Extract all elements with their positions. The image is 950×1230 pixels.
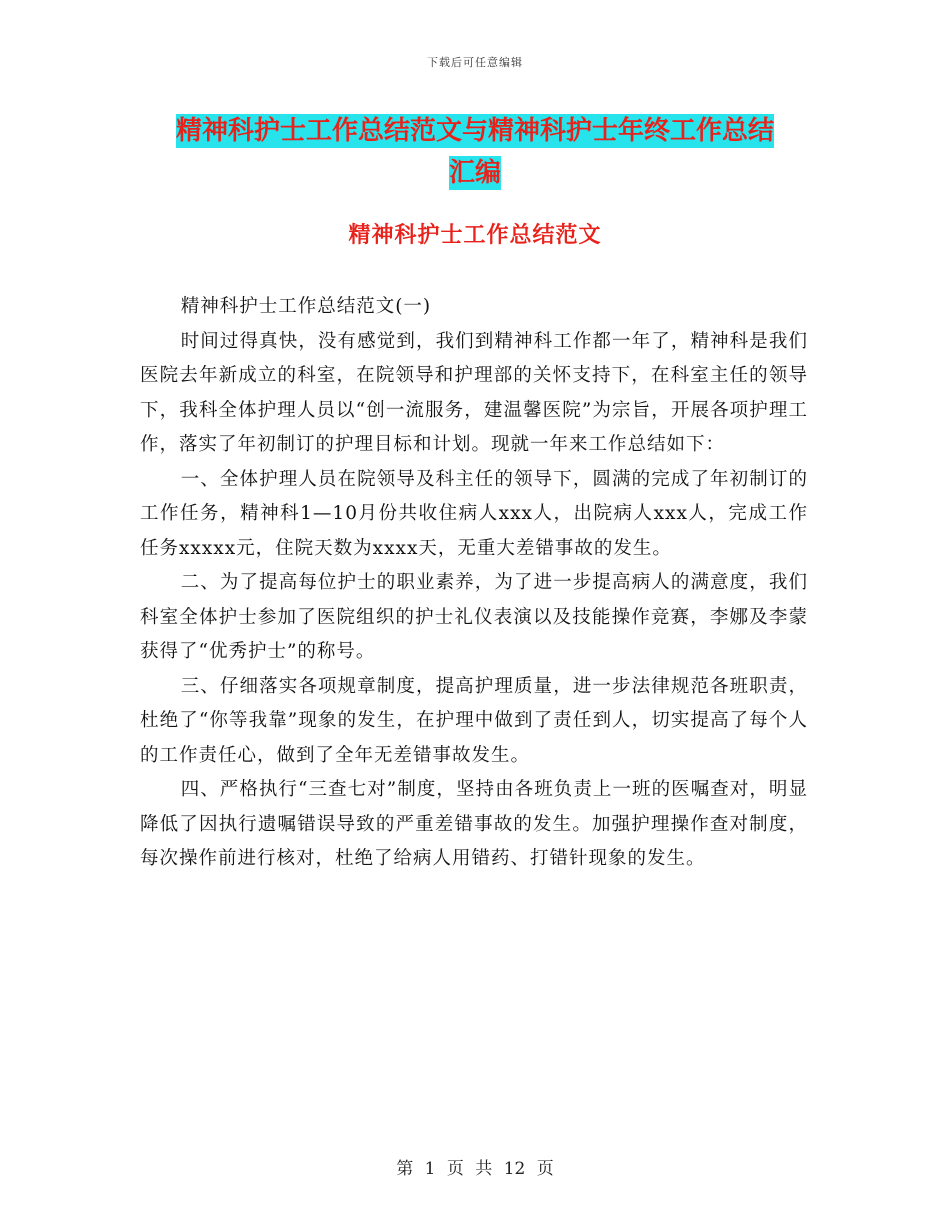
- document-title-line-1: 精神科护士工作总结范文与精神科护士年终工作总结: [175, 116, 774, 146]
- section-heading: 精神科护士工作总结范文: [348, 223, 602, 248]
- paragraph-item-2: 二、为了提高每位护士的职业素养，为了进一步提高病人的满意度，我们科室全体护士参加了医院组织的护士礼仪表演以及技能操作竞赛，李娜及李蒙获得了“优秀护士”的称号。: [140, 572, 808, 662]
- paragraph-item-1: 一、全体护理人员在院领导及科主任的领导下，圆满的完成了年初制订的工作任务，精神科1—10月份共收住病人xxx人，出院病人xxx人，完成工作任务xxxxx元，住院天数为xxxx天，无重大差错事故的发生。: [140, 468, 808, 559]
- paragraph-item-4: 四、严格执行“三查七对”制度，坚持由各班负责上一班的医嘱查对，明显降低了因执行遗嘱错误导致的严重差错事故的发生。加强护理操作查对制度，每次操作前进行核对，杜绝了给病人用错药、打错针现象的发生。: [140, 779, 808, 869]
- document-title-line-2: 汇编: [448, 158, 501, 188]
- page-number: 第 1 页 共 12 页: [396, 1159, 554, 1179]
- body-text: [140, 290, 808, 877]
- paragraph-item-3: 三、仔细落实各项规章制度，提高护理质量，进一步法律规范各班职责，杜绝了“你等我靠”现象的发生，在护理中做到了责任到人，切实提高了每个人的工作责任心，做到了全年无差错事故发生。: [140, 675, 808, 766]
- paragraph-subtitle: 精神科护士工作总结范文(一): [180, 296, 432, 317]
- paragraph-intro: 时间过得真快，没有感觉到，我们到精神科工作都一年了，精神科是我们医院去年新成立的科室，在院领导和护理部的关怀支持下，在科室主任的领导下，我科全体护理人员以“创一流服务，建温馨医院”为宗旨，开展各项护理工作，落实了年初制订的护理目标和计划。现就一年来工作总结如下：: [140, 330, 808, 455]
- page-header-note: 下载后可任意编辑: [427, 56, 523, 69]
- document-title: [140, 110, 810, 194]
